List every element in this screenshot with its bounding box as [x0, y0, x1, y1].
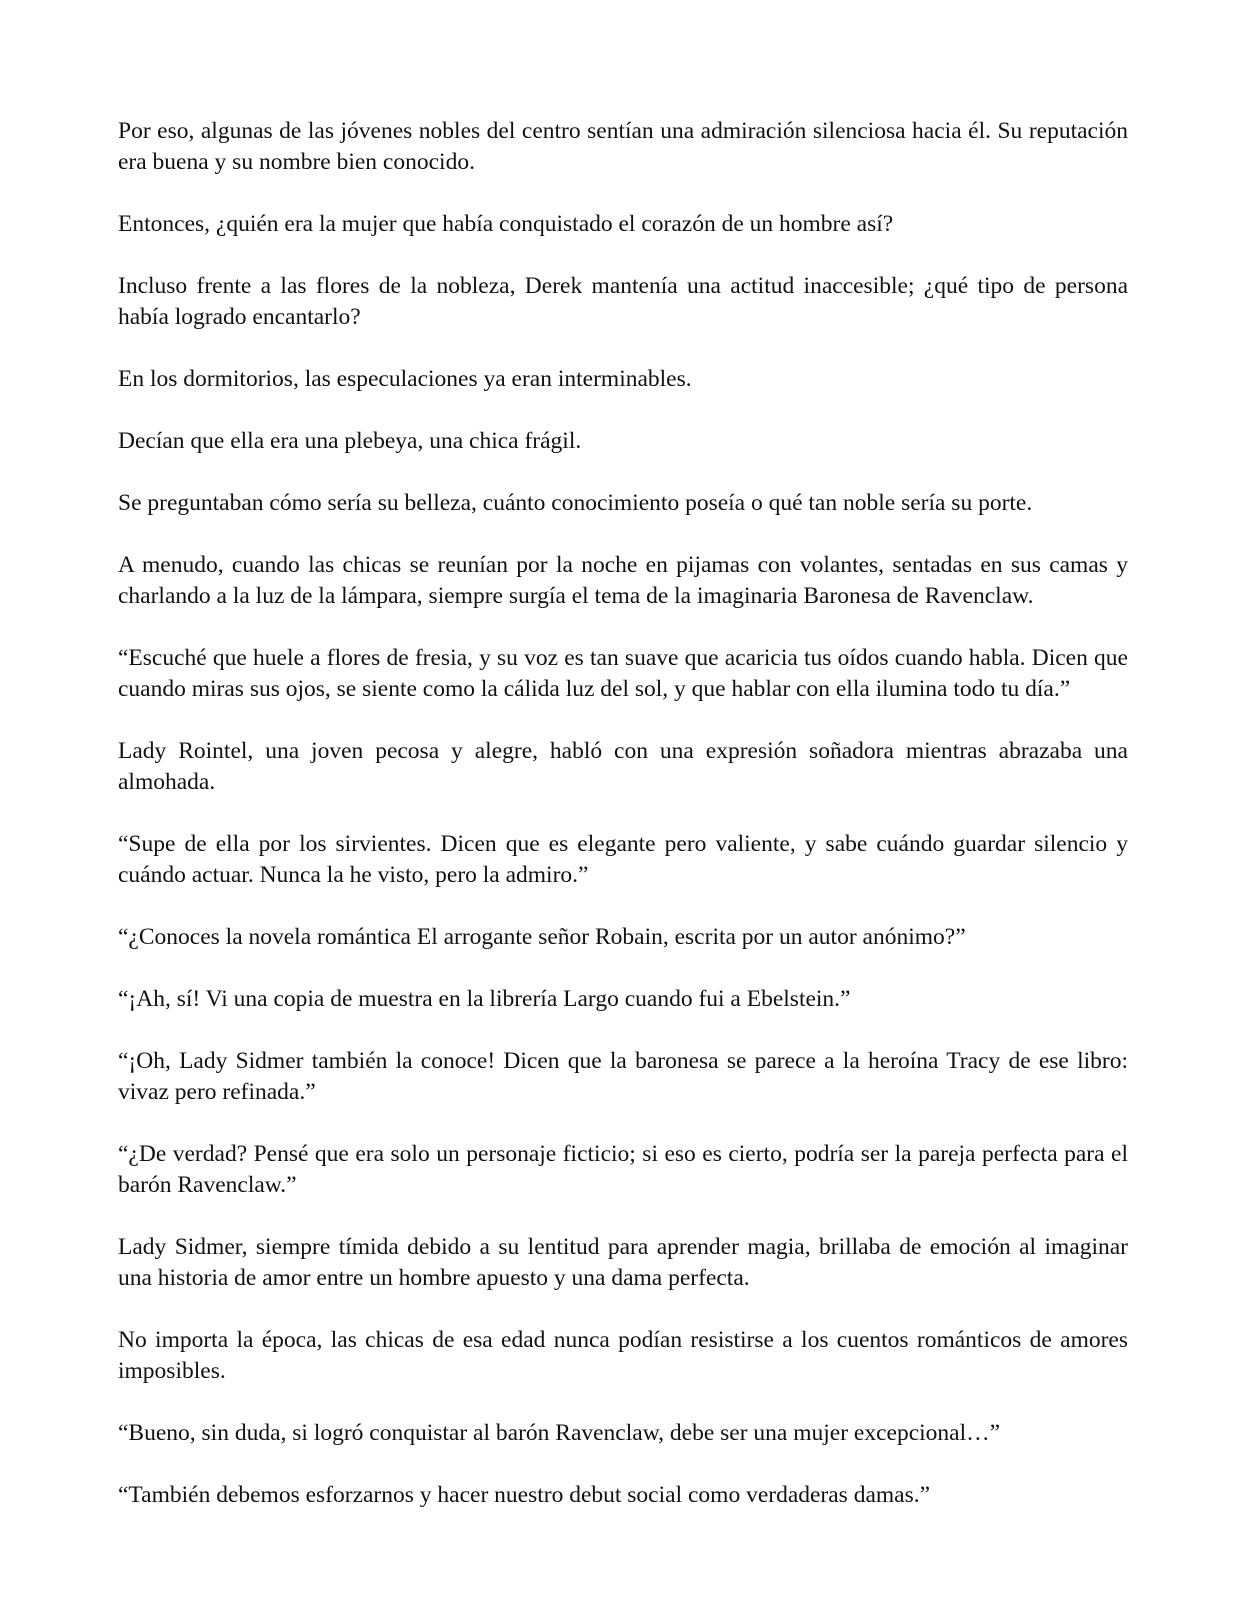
paragraph: Lady Sidmer, siempre tímida debido a su lentitud para aprender magia, brillaba de emoción al imaginar una historia de amor entre un hombre apuesto y una dama perfecta.: [118, 1234, 1128, 1291]
paragraph: “Escuché que huele a flores de fresia, y su voz es tan suave que acaricia tus oídos cuando habla. Dicen que cuando miras sus ojos, se siente como la cálida luz del sol, y que hablar con ella ilumina todo tu día.”: [118, 645, 1128, 702]
paragraph: Decían que ella era una plebeya, una chica frágil.: [118, 428, 582, 454]
paragraph: Entonces, ¿quién era la mujer que había conquistado el corazón de un hombre así?: [118, 211, 894, 237]
paragraph: Se preguntaban cómo sería su belleza, cuánto conocimiento poseía o qué tan noble sería su porte.: [118, 490, 1033, 516]
paragraph: A menudo, cuando las chicas se reunían por la noche en pijamas con volantes, sentadas en sus camas y charlando a la luz de la lámpara, siempre surgía el tema de la imaginaria Baronesa de Ravenclaw.: [118, 552, 1128, 609]
paragraph: Por eso, algunas de las jóvenes nobles del centro sentían una admiración silenciosa hacia él. Su reputación era buena y su nombre bien conocido.: [118, 118, 1128, 175]
paragraph: En los dormitorios, las especulaciones ya eran interminables.: [118, 366, 692, 392]
paragraph: Incluso frente a las flores de la nobleza, Derek mantenía una actitud inaccesible; ¿qué tipo de persona había logrado encantarlo?: [118, 273, 1128, 330]
paragraph: “¿De verdad? Pensé que era solo un personaje ficticio; si eso es cierto, podría ser la pareja perfecta para el barón Ravenclaw.”: [118, 1141, 1128, 1198]
paragraph: “¡Ah, sí! Vi una copia de muestra en la librería Largo cuando fui a Ebelstein.”: [118, 986, 851, 1012]
paragraph: “También debemos esforzarnos y hacer nuestro debut social como verdaderas damas.”: [118, 1482, 931, 1508]
paragraph: “Supe de ella por los sirvientes. Dicen que es elegante pero valiente, y sabe cuándo guardar silencio y cuándo actuar. Nunca la he visto, pero la admiro.”: [118, 831, 1128, 888]
paragraph: “¡Oh, Lady Sidmer también la conoce! Dicen que la baronesa se parece a la heroína Tracy de ese libro: vivaz pero refinada.”: [118, 1048, 1128, 1105]
paragraph: Lady Rointel, una joven pecosa y alegre, habló con una expresión soñadora mientras abrazaba una almohada.: [118, 738, 1128, 795]
text-body: [118, 116, 1128, 1511]
paragraph: “Bueno, sin duda, si logró conquistar al barón Ravenclaw, debe ser una mujer excepcional…”: [118, 1420, 1001, 1446]
paragraph: “¿Conoces la novela romántica El arrogante señor Robain, escrita por un autor anónimo?”: [118, 924, 966, 950]
paragraph: No importa la época, las chicas de esa edad nunca podían resistirse a los cuentos románticos de amores imposibles.: [118, 1327, 1128, 1384]
